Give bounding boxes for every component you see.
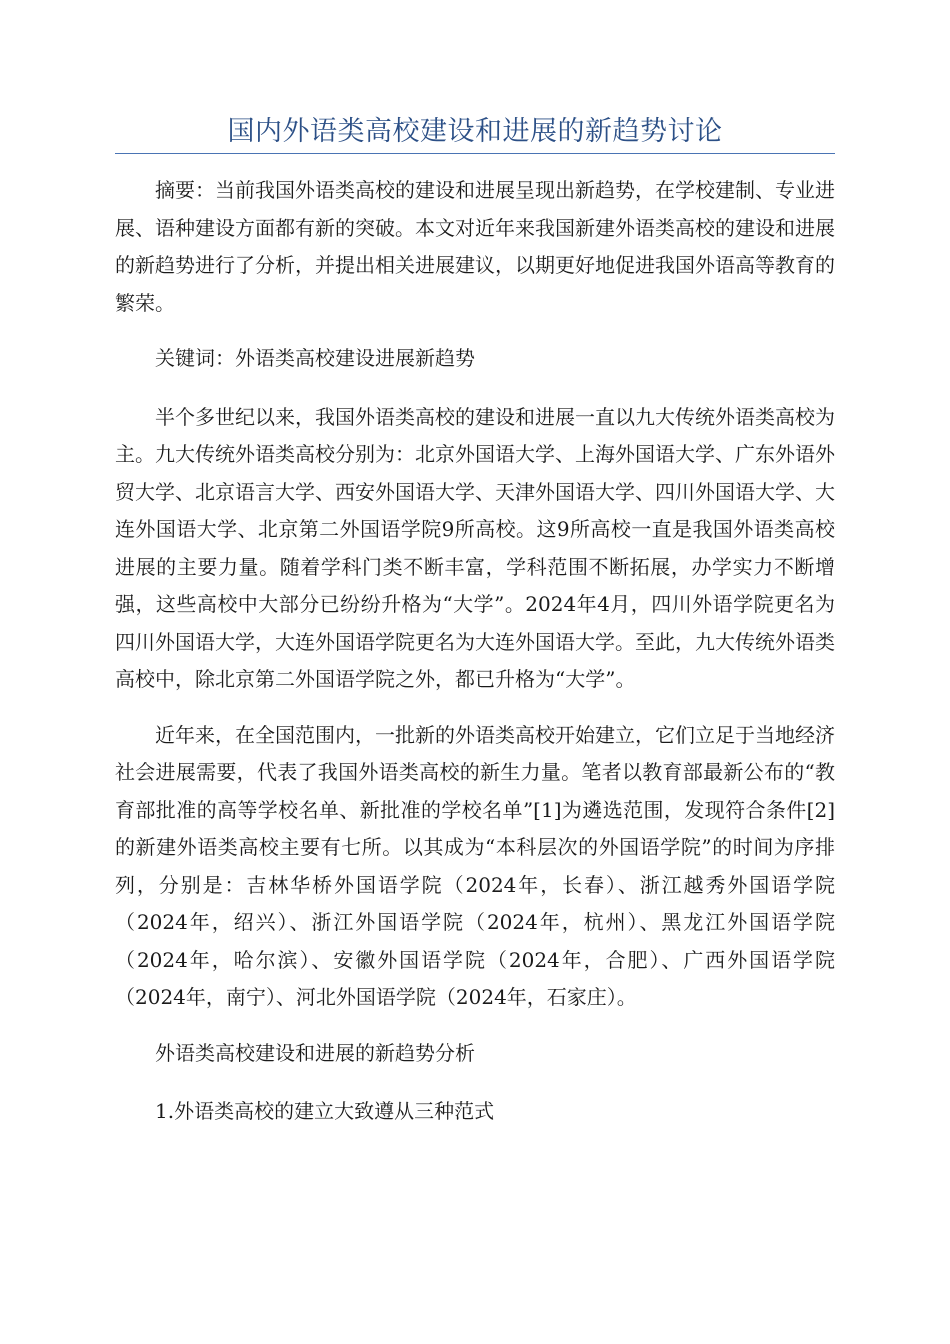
keywords-paragraph: 关键词：外语类高校建设进展新趋势: [155, 346, 475, 370]
abstract-paragraph: 摘要：当前我国外语类高校的建设和进展呈现出新趋势，在学校建制、专业进展、语种建设方面都有新的突破。本文对近年来我国新建外语类高校的建设和进展的新趋势进行了分析，并提出相关进展建议，以期更好地促进我国外语高等教育的繁荣。: [115, 178, 835, 315]
body-paragraph: 近年来，在全国范围内，一批新的外语类高校开始建立，它们立足于当地经济社会进展需要，代表了我国外语类高校的新生力量。笔者以教育部最新公布的“教育部批准的高等学校名单、新批准的学校名单”[1]为遴选范围，发现符合条件[2]的新建外语类高校主要有七所。以其成为“本科层次的外国语学院”的时间为序排列，分别是：吉林华桥外国语学院（2024年，长春）、浙江越秀外国语学院（2024年，绍兴）、浙江外国语学院（2024年，杭州）、黑龙江外国语学院（2024年，哈尔滨）、安徽外国语学院（2024年，合肥）、广西外国语学院（2024年，南宁）、河北外国语学院（2024年，石家庄）。: [115, 722, 835, 1009]
document-body: [115, 172, 835, 1152]
subsection-heading: 1.外语类高校的建立大致遵从三种范式: [155, 1099, 495, 1123]
page-title: 国内外语类高校建设和进展的新趋势讨论: [227, 116, 723, 147]
title-underline: [115, 153, 835, 154]
section-heading: 外语类高校建设和进展的新趋势分析: [155, 1040, 475, 1065]
body-paragraph: 半个多世纪以来，我国外语类高校的建设和进展一直以九大传统外语类高校为主。九大传统外语类高校分别为：北京外国语大学、上海外国语大学、广东外语外贸大学、北京语言大学、西安外国语大学、天津外国语大学、四川外国语大学、大连外国语大学、北京第二外国语学院9所高校。这9所高校一直是我国外语类高校进展的主要力量。随着学科门类不断丰富，学科范围不断拓展，办学实力不断增强，这些高校中大部分已纷纷升格为“大学”。2024年4月，四川外语学院更名为四川外国语大学，大连外国语学院更名为大连外国语大学。至此，九大传统外语类高校中，除北京第二外国语学院之外，都已升格为“大学”。: [115, 404, 835, 691]
